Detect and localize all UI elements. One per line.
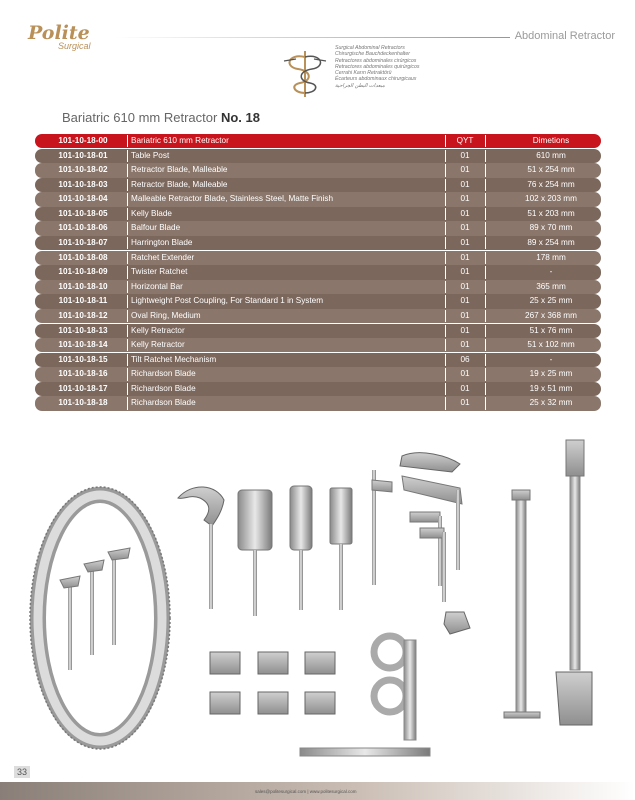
table-row	[35, 280, 601, 294]
row-qty: 01	[460, 223, 470, 233]
brand-logo	[28, 24, 91, 51]
table-row	[35, 324, 601, 338]
footer-contact: sales@politesurgical.com | www.politesurgical.com	[255, 789, 357, 794]
row-code: 101-10-18-05	[58, 208, 108, 218]
row-dimension: 365 mm	[536, 281, 566, 291]
row-description: Horizontal Bar	[131, 281, 183, 291]
tilt-ratchets-icon	[210, 652, 335, 714]
row-dimension: -	[549, 354, 553, 364]
row-dimension: 51 x 102 mm	[527, 340, 575, 350]
row-qty: 01	[460, 179, 470, 189]
row-dimension: 178 mm	[536, 252, 566, 262]
caduceus-logo-icon	[278, 47, 332, 99]
table-row	[35, 309, 601, 323]
row-description: Richardson Blade	[131, 369, 196, 379]
richardson-blades-icon	[60, 548, 130, 670]
table-row	[35, 338, 601, 352]
row-qty: 01	[460, 267, 470, 277]
header-code: 101-10-18-00	[58, 136, 108, 145]
row-code: 101-10-18-07	[58, 238, 108, 248]
row-code: 101-10-18-11	[58, 296, 108, 306]
row-dimension: 76 x 254 mm	[527, 179, 575, 189]
page-number: 33	[14, 766, 30, 778]
row-description: Richardson Blade	[131, 383, 196, 393]
table-header-row	[35, 134, 601, 148]
row-description: Kelly Retractor	[131, 340, 185, 350]
row-code: 101-10-18-03	[58, 179, 108, 189]
row-description: Table Post	[131, 150, 170, 160]
row-qty: 01	[460, 238, 470, 248]
row-code: 101-10-18-18	[58, 398, 108, 408]
header-translations: Surgical Abdominal Retractors Chirurgische Bauchdeckenhalter Retractores abdominales cirúrgicos Retractores abdominales quirúrgicos Cerrahi Karın Retraktörü Écarteurs abdominaux chirurgicaux مبعدات البطن الجراحية	[335, 45, 420, 89]
table-row	[35, 163, 601, 177]
instrument-illustrations	[0, 420, 635, 780]
table-row	[35, 251, 601, 265]
row-dimension: 51 x 254 mm	[527, 165, 575, 175]
row-description: Ratchet Extender	[131, 252, 195, 262]
row-description: Kelly Blade	[131, 208, 172, 218]
row-dimension: 610 mm	[536, 150, 566, 160]
table-row	[35, 207, 601, 221]
row-qty: 06	[460, 354, 470, 364]
row-dimension: 267 x 368 mm	[525, 310, 577, 320]
row-description: Twister Ratchet	[131, 267, 188, 277]
row-qty: 01	[460, 208, 470, 218]
row-dimension: -	[549, 267, 553, 277]
header-dim: Dimetions	[532, 136, 570, 145]
row-description: Oval Ring, Medium	[131, 310, 201, 320]
table-row	[35, 396, 601, 410]
table-row	[35, 221, 601, 235]
row-qty: 01	[460, 383, 470, 393]
row-qty: 01	[460, 340, 470, 350]
brand-subtitle: Surgical	[58, 41, 91, 51]
row-code: 101-10-18-16	[58, 369, 108, 379]
row-description: Retractor Blade, Malleable	[131, 165, 228, 175]
row-dimension: 102 x 203 mm	[525, 194, 577, 204]
row-description: Kelly Retractor	[131, 325, 185, 335]
header-description: Bariatric 610 mm Retractor	[131, 136, 229, 145]
oval-ring-icon	[30, 487, 170, 749]
balfour-blade-icon	[178, 487, 224, 609]
row-description: Tilt Ratchet Mechanism	[131, 354, 217, 364]
row-dimension: 89 x 254 mm	[527, 238, 575, 248]
row-qty: 01	[460, 325, 470, 335]
row-code: 101-10-18-04	[58, 194, 108, 204]
row-qty: 01	[460, 194, 470, 204]
header-divider	[115, 37, 510, 38]
table-row	[35, 178, 601, 192]
row-dimension: 89 x 70 mm	[529, 223, 573, 233]
row-code: 101-10-18-17	[58, 383, 108, 393]
row-dimension: 19 x 25 mm	[529, 369, 573, 379]
row-dimension: 51 x 76 mm	[529, 325, 573, 335]
table-row	[35, 367, 601, 381]
row-qty: 01	[460, 310, 470, 320]
row-code: 101-10-18-01	[58, 150, 108, 160]
malleable-blades-icon	[238, 486, 352, 616]
row-dimension: 25 x 32 mm	[529, 398, 573, 408]
row-code: 101-10-18-09	[58, 267, 108, 277]
row-qty: 01	[460, 252, 470, 262]
row-qty: 01	[460, 296, 470, 306]
row-qty: 01	[460, 398, 470, 408]
row-description: Balfour Blade	[131, 223, 181, 233]
table-row	[35, 353, 601, 367]
row-code: 101-10-18-12	[58, 310, 108, 320]
row-code: 101-10-18-08	[58, 252, 108, 262]
category-label: Abdominal Retractor	[514, 30, 615, 42]
section-title: Bariatric 610 mm Retractor No. 18	[62, 110, 260, 125]
table-row	[35, 149, 601, 163]
row-code: 101-10-18-10	[58, 281, 108, 291]
row-description: Malleable Retractor Blade, Stainless Steel, Matte Finish	[131, 194, 334, 204]
row-description: Lightweight Post Coupling, For Standard 1 in System	[131, 296, 324, 306]
row-qty: 01	[460, 281, 470, 291]
row-code: 101-10-18-06	[58, 223, 108, 233]
row-code: 101-10-18-15	[58, 354, 108, 364]
table-row	[35, 294, 601, 308]
table-row	[35, 192, 601, 206]
row-qty: 01	[460, 150, 470, 160]
brand-name: Polite	[28, 22, 90, 44]
row-code: 101-10-18-13	[58, 325, 108, 335]
row-description: Harrington Blade	[131, 238, 193, 248]
row-qty: 01	[460, 165, 470, 175]
row-qty: 01	[460, 369, 470, 379]
table-row	[35, 265, 601, 279]
kelly-retractors-icon	[372, 453, 470, 634]
header-qty: QYT	[456, 136, 474, 145]
product-table	[35, 134, 601, 411]
table-row	[35, 236, 601, 250]
row-description: Richardson Blade	[131, 398, 196, 408]
row-dimension: 51 x 203 mm	[527, 208, 575, 218]
row-code: 101-10-18-02	[58, 165, 108, 175]
table-row	[35, 382, 601, 396]
row-description: Retractor Blade, Malleable	[131, 179, 228, 189]
row-code: 101-10-18-14	[58, 340, 108, 350]
row-dimension: 25 x 25 mm	[529, 296, 573, 306]
table-post-icon	[504, 440, 592, 725]
row-dimension: 19 x 51 mm	[529, 383, 573, 393]
